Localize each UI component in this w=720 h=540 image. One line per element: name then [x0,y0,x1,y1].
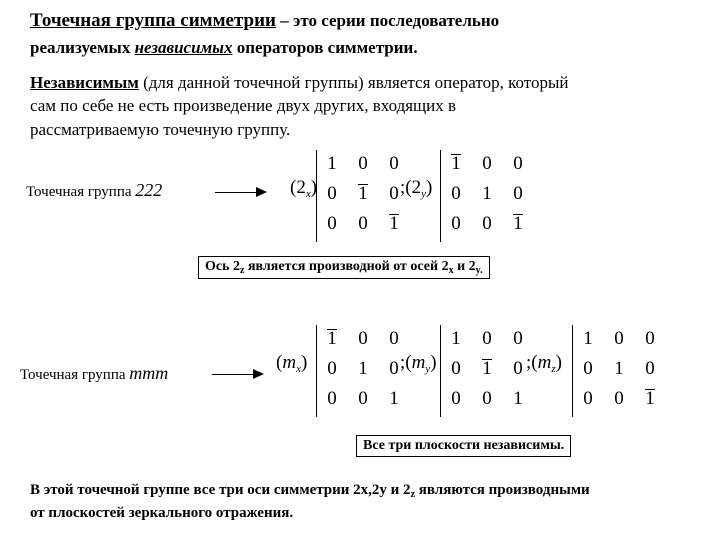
group222-note [198,256,490,279]
matrix-cell: 0 [327,388,337,409]
title-term: Точечная группа симметрии [30,10,277,31]
matrix-cell: 0 [389,328,399,349]
operator-label: $;(m_z)$ [526,352,562,375]
matrix-cell: 0 [614,328,624,349]
operator-label: $;(m_y)$ [400,352,437,375]
matrix-cell: 0 [583,388,593,409]
matrix-cell: 0 [389,183,399,204]
matrix-cell: 1 [477,357,497,381]
matrix-cell: 0 [583,358,593,379]
conclusion-line-2: от плоскостей зеркального отражения. [30,505,294,521]
matrix-cell: 1 [583,328,593,349]
note-sub2: x [448,265,454,276]
matrix-cell: 0 [513,153,523,174]
definition-term: Независимым [30,73,139,92]
matrix-cell: 0 [482,213,492,234]
matrix-cell: 1 [614,358,624,379]
definition-line-3: рассматриваемую точечную группу. [30,120,291,139]
groupmmm-label-text: Точечная группа [20,367,130,383]
matrix-cell: 0 [645,358,655,379]
note-sub3: y. [475,265,483,276]
group222-symbol: 222 [135,180,163,200]
title-rest: – это серии последовательно [276,11,500,30]
matrix-cell: 0 [358,153,368,174]
matrix-cell: 1 [482,183,492,204]
definition-line-1 [30,73,569,93]
matrix-cell: 0 [451,213,461,234]
title-line-2 [30,38,418,58]
arrow-icon [212,374,262,375]
matrix-cell: 0 [389,358,399,379]
matrix-bracket [316,150,317,242]
matrix-cell: 0 [645,328,655,349]
operator-label: $(m_x)$ [276,352,308,375]
title-line2-a: реализуемых [30,38,135,57]
note-b: является производной от осей 2 [244,259,449,274]
matrix-cell: 0 [482,388,492,409]
matrix-cell: 0 [451,388,461,409]
group222-label-text: Точечная группа [26,184,136,200]
matrix-bracket [440,325,441,417]
matrix-cell: 1 [327,153,337,174]
matrix-cell: 0 [451,358,461,379]
note-sub1: z [240,265,245,276]
arrow-icon [215,192,265,193]
matrix-cell: 1 [640,387,660,411]
matrix-bracket [316,325,317,417]
matrix-cell: 0 [327,213,337,234]
matrix-cell: 0 [513,358,523,379]
matrix-cell: 1 [508,212,528,236]
matrix-cell: 1 [446,152,466,176]
title-line-1 [30,10,499,32]
title-line2-b: операторов симметрии. [232,38,418,57]
matrix-cell: 0 [482,153,492,174]
note-c: и 2 [453,259,476,274]
conclusion-sub: z [410,489,416,500]
groupmmm-label [20,363,168,384]
groupmmm-symbol: mmm [129,363,169,383]
matrix-cell: 1 [358,358,368,379]
matrix-cell: 0 [451,183,461,204]
matrix-cell: 0 [482,328,492,349]
conclusion-b: являются производными [415,482,590,498]
matrix-cell: 1 [513,388,523,409]
matrix-cell: 1 [451,328,461,349]
matrix-cell: 1 [384,212,404,236]
note-a: Ось 2 [205,259,241,274]
title-emph: независимых [134,38,233,57]
conclusion-line-1 [30,482,590,500]
matrix-cell: 0 [614,388,624,409]
matrix-cell: 0 [327,183,337,204]
groupmmm-note: Все три плоскости независимы. [356,435,571,457]
conclusion-a: В этой точечной группе все три оси симметрии 2x,2y и 2 [30,482,411,498]
definition-line-2: сам по себе не есть произведение двух других, входящих в [30,96,457,115]
matrix-cell: 0 [358,213,368,234]
operator-label: $;(2_y)$ [400,177,433,200]
matrix-bracket [440,150,441,242]
matrix-cell: 0 [327,358,337,379]
matrix-cell: 0 [513,183,523,204]
matrix-cell: 0 [513,328,523,349]
group222-label [26,180,162,201]
matrix-cell: 0 [389,153,399,174]
operator-label: $(2_x)$ [290,177,318,200]
matrix-cell: 0 [358,388,368,409]
matrix-bracket [572,325,573,417]
matrix-cell: 1 [353,182,373,206]
matrix-cell: 1 [389,388,399,409]
matrix-cell: 1 [322,327,342,351]
matrix-cell: 0 [358,328,368,349]
definition-line1-text: (для данной точечной группы) является оператор, который [138,73,569,92]
